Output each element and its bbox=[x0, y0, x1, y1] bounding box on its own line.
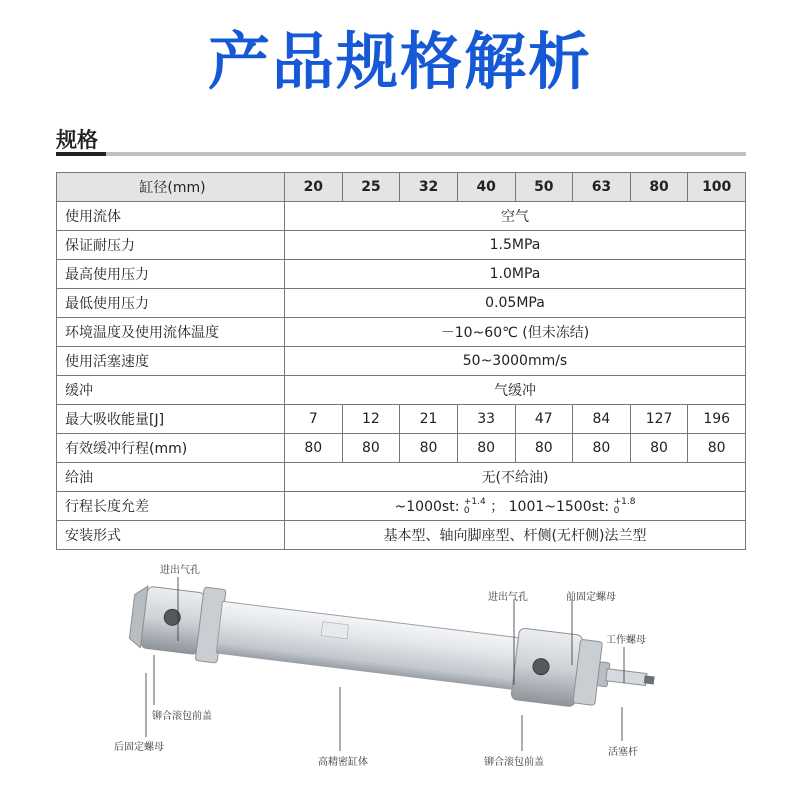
energy-cell: 12 bbox=[342, 405, 400, 434]
stroke-cell: 80 bbox=[342, 434, 400, 463]
tolerance-value bbox=[285, 492, 746, 521]
row-value: 0.05MPa bbox=[285, 289, 746, 318]
header-label: 缸径(mm) bbox=[57, 173, 285, 202]
row-label: 最低使用压力 bbox=[57, 289, 285, 318]
tolerance-lower-1: 0 bbox=[463, 506, 470, 516]
row-value: 1.5MPa bbox=[285, 231, 746, 260]
row-label: 最高使用压力 bbox=[57, 260, 285, 289]
callout-crimp-rear: 铆合滚包前盖 bbox=[152, 711, 212, 722]
banner-title: 产品规格解析 bbox=[207, 25, 592, 98]
energy-cell: 33 bbox=[457, 405, 515, 434]
row-value: 无(不给油) bbox=[285, 463, 746, 492]
table-row-stroke bbox=[57, 434, 746, 463]
row-value: 空气 bbox=[285, 202, 746, 231]
tolerance-frac-1 bbox=[464, 498, 486, 516]
table-row bbox=[57, 376, 746, 405]
callout-port-left: 进出气孔 bbox=[160, 565, 200, 576]
table-row bbox=[57, 202, 746, 231]
bore-cell: 100 bbox=[688, 173, 746, 202]
energy-cell: 84 bbox=[573, 405, 631, 434]
energy-cell: 21 bbox=[400, 405, 458, 434]
tolerance-upper-1: +1.4 bbox=[463, 497, 486, 507]
row-label: 环境温度及使用流体温度 bbox=[57, 318, 285, 347]
callout-port-right: 进出气孔 bbox=[488, 592, 528, 603]
callout-work-nut: 工作螺母 bbox=[606, 635, 646, 646]
section-heading: 规格 bbox=[56, 128, 98, 152]
tolerance-range-2: 1001~1500st: bbox=[508, 499, 614, 515]
callout-rod: 活塞杆 bbox=[608, 747, 638, 758]
energy-cell: 7 bbox=[285, 405, 343, 434]
bore-cell: 50 bbox=[515, 173, 573, 202]
bore-cell: 20 bbox=[285, 173, 343, 202]
table-row bbox=[57, 289, 746, 318]
bore-cell: 32 bbox=[400, 173, 458, 202]
row-label: 有效缓冲行程(mm) bbox=[57, 434, 285, 463]
row-value: －10~60℃ (但未冻结) bbox=[285, 318, 746, 347]
section-divider bbox=[56, 152, 746, 156]
tolerance-lower-2: 0 bbox=[613, 506, 620, 516]
row-label: 最大吸收能量[J] bbox=[57, 405, 285, 434]
bore-cell: 63 bbox=[573, 173, 631, 202]
tolerance-range-1: ~1000st: bbox=[394, 499, 464, 515]
row-value: 气缓冲 bbox=[285, 376, 746, 405]
row-label: 缓冲 bbox=[57, 376, 285, 405]
row-label: 使用活塞速度 bbox=[57, 347, 285, 376]
row-label: 行程长度允差 bbox=[57, 492, 285, 521]
stroke-cell: 80 bbox=[515, 434, 573, 463]
table-row bbox=[57, 463, 746, 492]
energy-cell: 127 bbox=[630, 405, 688, 434]
bore-cell: 40 bbox=[457, 173, 515, 202]
row-value: 基本型、轴向脚座型、杆侧(无杆侧)法兰型 bbox=[285, 521, 746, 550]
stroke-cell: 80 bbox=[457, 434, 515, 463]
row-label: 给油 bbox=[57, 463, 285, 492]
bore-cell: 25 bbox=[342, 173, 400, 202]
tolerance-frac-2 bbox=[614, 498, 636, 516]
stroke-cell: 80 bbox=[573, 434, 631, 463]
table-row bbox=[57, 260, 746, 289]
cylinder-tube bbox=[216, 601, 520, 689]
tube-label-plate bbox=[321, 622, 349, 639]
row-label: 安装形式 bbox=[57, 521, 285, 550]
callout-rear-nut: 后固定螺母 bbox=[114, 742, 164, 753]
bore-cell: 80 bbox=[630, 173, 688, 202]
tolerance-upper-2: +1.8 bbox=[613, 497, 636, 507]
cylinder-illustration bbox=[0, 555, 800, 800]
callout-tube: 高精密缸体 bbox=[318, 757, 368, 768]
stroke-cell: 80 bbox=[400, 434, 458, 463]
spec-table bbox=[56, 172, 746, 550]
callout-crimp-front: 铆合滚包前盖 bbox=[484, 757, 544, 768]
row-value: 1.0MPa bbox=[285, 260, 746, 289]
table-row-energy bbox=[57, 405, 746, 434]
callout-front-nut: 前固定螺母 bbox=[566, 592, 616, 603]
row-label: 使用流体 bbox=[57, 202, 285, 231]
energy-cell: 196 bbox=[688, 405, 746, 434]
table-row bbox=[57, 521, 746, 550]
tolerance-separator: ； bbox=[490, 499, 505, 515]
rod-tip bbox=[644, 675, 655, 684]
header-row bbox=[57, 173, 746, 202]
table-row bbox=[57, 231, 746, 260]
stroke-cell: 80 bbox=[688, 434, 746, 463]
piston-rod bbox=[606, 669, 647, 686]
table-row bbox=[57, 318, 746, 347]
stroke-cell: 80 bbox=[285, 434, 343, 463]
row-label: 保证耐压力 bbox=[57, 231, 285, 260]
row-value: 50~3000mm/s bbox=[285, 347, 746, 376]
table-row bbox=[57, 347, 746, 376]
stroke-cell: 80 bbox=[630, 434, 688, 463]
cylinder-diagram bbox=[0, 555, 800, 800]
energy-cell: 47 bbox=[515, 405, 573, 434]
table-row-tolerance bbox=[57, 492, 746, 521]
